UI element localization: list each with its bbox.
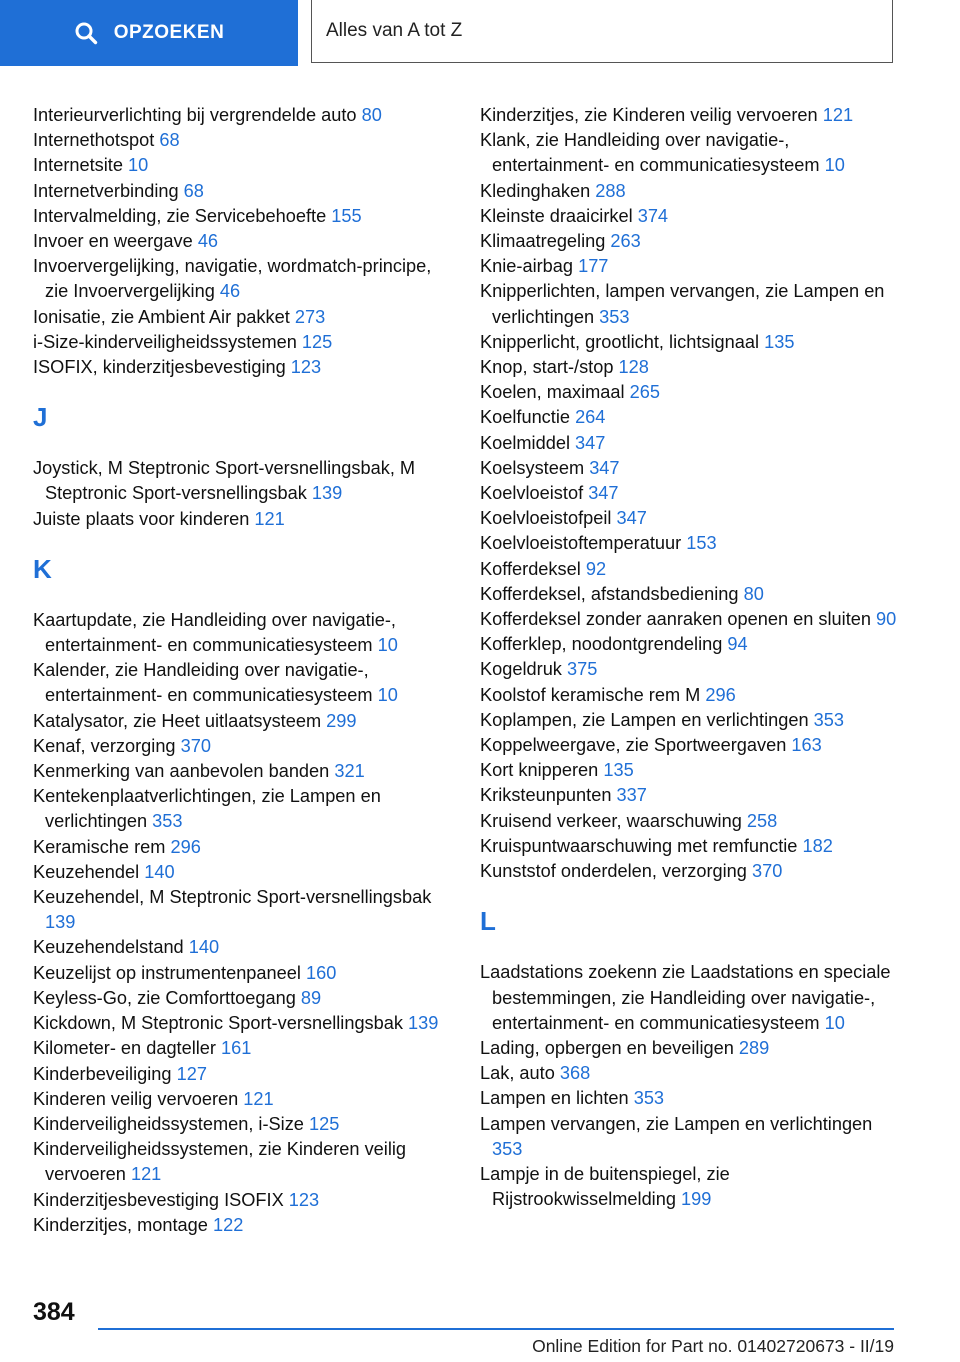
page-header (0, 0, 960, 66)
index-page-link[interactable]: 370 (751, 861, 783, 882)
index-page-link[interactable]: 121 (254, 508, 285, 529)
index-entry (480, 557, 900, 582)
index-entry (480, 330, 900, 355)
index-page-link[interactable]: 347 (616, 508, 647, 529)
index-entry-text: Invoer en weergave (33, 231, 193, 252)
index-page-link[interactable]: 125 (301, 331, 333, 352)
index-entry-text: Kalender, zie Handleiding over navigatie-, entertainment- en communicatiesysteem (33, 660, 373, 706)
index-page-link[interactable]: 128 (618, 357, 649, 378)
index-page-link[interactable]: 288 (595, 180, 626, 201)
index-entry-text: Klank, zie Handleiding over navigatie-, entertainment- en communicatiesysteem (480, 130, 820, 176)
index-entry-text: Koelvloeistof (480, 483, 584, 504)
index-page-link[interactable]: 153 (686, 533, 717, 554)
index-page-link[interactable]: 160 (306, 962, 337, 983)
index-entry (480, 834, 900, 859)
index-entry-text: Kruispuntwaarschuwing met remfunctie (480, 835, 798, 856)
index-entry-text: Interieurverlichting bij vergrendelde auto (33, 105, 357, 125)
index-page-link[interactable]: 10 (824, 155, 845, 176)
search-button[interactable] (0, 0, 298, 66)
index-letter-k: K (33, 553, 52, 584)
index-group-k (33, 608, 451, 1238)
index-page-link[interactable]: 299 (326, 710, 357, 731)
index-entry (33, 961, 451, 986)
index-page-link[interactable]: 347 (588, 483, 619, 504)
index-entry (480, 1061, 900, 1086)
index-entry (480, 456, 900, 481)
index-entry-text: Joystick, M Steptronic Sport-versnellingsbak, M Steptronic Sport-versnellingsbak (33, 458, 416, 504)
index-entry (33, 1112, 451, 1137)
index-page-link[interactable]: 353 (599, 306, 630, 327)
index-entry-text: Kentekenplaatverlichtingen, zie Lampen en verlichtingen (33, 786, 381, 832)
index-entry-text: Knipperlicht, grootlicht, lichtsignaal (480, 331, 760, 352)
index-entry-text: Koelmiddel (480, 432, 570, 453)
index-page-link[interactable]: 135 (603, 760, 634, 781)
index-page-link[interactable]: 374 (637, 205, 669, 226)
index-page-link[interactable]: 122 (212, 1214, 244, 1235)
index-entry-text: Koolstof keramische rem M (480, 684, 701, 705)
index-entry-text: Internetverbinding (33, 180, 179, 201)
index-page-link[interactable]: 80 (743, 583, 764, 604)
index-page-link[interactable]: 161 (221, 1038, 252, 1059)
index-entry (33, 709, 451, 734)
index-entry (480, 531, 900, 556)
index-entry (33, 507, 451, 532)
index-page-link[interactable]: 127 (176, 1063, 207, 1084)
index-page-link[interactable]: 140 (188, 937, 220, 958)
index-page-link[interactable]: 353 (152, 811, 183, 832)
index-entry (33, 204, 451, 229)
index-entry (480, 1086, 900, 1111)
index-entry (480, 279, 900, 329)
index-entry-text: Klimaatregeling (480, 231, 606, 252)
index-entry (480, 960, 900, 1036)
index-entry-text: Kinderveiligheidssystemen, zie Kinderen veilig vervoeren (33, 1139, 407, 1185)
index-page-link[interactable]: 177 (578, 256, 609, 277)
index-page-link[interactable]: 273 (294, 306, 326, 327)
index-page-link[interactable]: 123 (290, 357, 322, 378)
index-entry (33, 935, 451, 960)
index-entry-text: Knipperlichten, lampen vervangen, zie Lampen en verlichtingen (480, 281, 885, 327)
index-entry (33, 860, 451, 885)
index-entry (480, 859, 900, 884)
index-entry-text: Kinderveiligheidssystemen, i-Size (33, 1113, 304, 1134)
index-entry-text: Kinderzitjes, montage (33, 1214, 208, 1235)
index-page-link[interactable]: 139 (311, 483, 343, 504)
index-entry-text: Kilometer- en dagteller (33, 1038, 216, 1059)
index-entry-text: Koelsysteem (480, 457, 585, 478)
index-entry (33, 608, 451, 658)
index-entry-text: Internetsite (33, 155, 123, 176)
index-page-link[interactable]: 263 (610, 231, 641, 252)
section-title: Alles van A tot Z (311, 0, 893, 63)
index-letter-l: L (480, 906, 496, 937)
index-entry-text: Kunststof onderdelen, verzorging (480, 861, 747, 882)
index-page-link[interactable]: 121 (822, 105, 854, 125)
index-entry (33, 835, 451, 860)
index-entry (33, 986, 451, 1011)
index-entry-text: Kinderzitjesbevestiging ISOFIX (33, 1189, 284, 1210)
index-letter-j: J (33, 402, 48, 433)
page-number: 384 (33, 1298, 75, 1326)
index-entry-text: Knop, start-/stop (480, 357, 614, 378)
index-page-link[interactable]: 46 (197, 231, 219, 252)
index-page-link[interactable]: 296 (170, 836, 201, 857)
index-entry-text: Knie-airbag (480, 256, 574, 277)
index-entry (480, 708, 900, 733)
index-entry (33, 658, 451, 708)
index-entry-text: Kofferdeksel, afstandsbediening (480, 583, 739, 604)
index-page-link[interactable]: 139 (408, 1013, 439, 1034)
index-page-link[interactable]: 68 (183, 180, 204, 201)
index-page-link[interactable]: 199 (681, 1189, 712, 1210)
index-entry (480, 582, 900, 607)
index-entry (33, 734, 451, 759)
index-page-link[interactable]: 182 (802, 835, 833, 856)
index-page-link[interactable]: 289 (738, 1037, 770, 1058)
index-entry (480, 355, 900, 380)
index-entry (33, 1213, 451, 1238)
index-entry (480, 1112, 900, 1162)
index-entry-text: Koelvloeistofpeil (480, 508, 612, 529)
index-entry (480, 758, 900, 783)
index-entry-text: Kort knipperen (480, 760, 599, 781)
index-entry (480, 254, 900, 279)
index-entry-text: Koelfunctie (480, 407, 570, 428)
index-entry-text: Kickdown, M Steptronic Sport-versnellingsbak (33, 1013, 403, 1034)
index-entry (33, 1188, 451, 1213)
index-entry-text: Kofferdeksel zonder aanraken openen en sluiten (480, 609, 871, 630)
index-entry (480, 657, 900, 682)
index-column-left (33, 103, 451, 1238)
index-group-i (33, 103, 451, 380)
index-group-j (33, 456, 451, 532)
index-entry-text: Kogeldruk (480, 659, 562, 680)
index-entry (480, 733, 900, 758)
index-page-link[interactable]: 347 (589, 457, 620, 478)
index-entry (33, 229, 451, 254)
index-entry (480, 481, 900, 506)
index-entry (33, 1137, 451, 1187)
index-entry (480, 1036, 900, 1061)
index-entry-text: Kenaf, verzorging (33, 735, 176, 756)
index-entry (33, 1036, 451, 1061)
index-entry-text: Kenmerking van aanbevolen banden (33, 761, 330, 782)
index-entry (480, 683, 900, 708)
index-page-link[interactable]: 10 (377, 635, 398, 656)
index-page-link[interactable]: 265 (629, 382, 660, 403)
index-page-link[interactable]: 368 (559, 1063, 591, 1084)
index-entry (480, 809, 900, 834)
index-entry-text: Juiste plaats voor kinderen (33, 508, 250, 529)
index-entry-text: Lak, auto (480, 1063, 555, 1084)
index-entry-text: Keuzehendel, M Steptronic Sport-versnellingsbak (33, 887, 432, 908)
index-page-link[interactable]: 68 (159, 130, 180, 151)
index-entry-text: Ionisatie, zie Ambient Air pakket (33, 306, 290, 327)
index-entry (33, 784, 451, 834)
index-entry (33, 254, 451, 304)
index-page-link[interactable]: 125 (308, 1113, 340, 1134)
footer-divider (98, 1328, 894, 1330)
index-page-link[interactable]: 94 (727, 634, 748, 655)
search-icon (74, 21, 98, 45)
index-entry-text: Lampen vervangen, zie Lampen en verlichtingen (480, 1113, 873, 1134)
index-group-l (480, 960, 900, 1212)
index-entry (480, 103, 900, 128)
index-entry (33, 759, 451, 784)
index-entry (33, 153, 451, 178)
index-entry-text: Kinderbeveiliging (33, 1063, 172, 1084)
edition-info: Online Edition for Part no. 01402720673 - II/19 (532, 1336, 894, 1356)
index-page-link[interactable]: 80 (361, 105, 382, 125)
index-page-link[interactable]: 90 (876, 609, 897, 630)
index-page-link[interactable]: 353 (813, 709, 845, 730)
index-page-link[interactable]: 337 (616, 785, 647, 806)
index-page-link[interactable]: 89 (300, 987, 322, 1008)
index-entry-text: Lampen en lichten (480, 1088, 629, 1109)
index-entry-text: Kinderen veilig vervoeren (33, 1088, 239, 1109)
index-entry-text: Keyless-Go, zie Comforttoegang (33, 987, 296, 1008)
index-entry (480, 506, 900, 531)
index-entry (33, 1011, 451, 1036)
index-entry (480, 405, 900, 430)
index-group-k-continued (480, 103, 900, 884)
index-page-link[interactable]: 353 (492, 1138, 523, 1159)
index-entry (33, 179, 451, 204)
index-entry (480, 229, 900, 254)
index-entry (33, 1062, 451, 1087)
index-entry-text: i-Size-kinderveiligheidssystemen (33, 331, 297, 352)
index-page-link[interactable]: 92 (585, 558, 607, 579)
index-entry-text: Invoervergelijking, navigatie, wordmatch-principe, zie Invoervergelijking (33, 256, 432, 302)
index-entry-text: Kofferklep, noodontgrendeling (480, 634, 723, 655)
index-entry-text: Keramische rem (33, 836, 166, 857)
index-page-link[interactable]: 353 (633, 1088, 665, 1109)
index-entry (480, 607, 900, 632)
index-page-link[interactable]: 370 (180, 735, 211, 756)
index-entry (480, 179, 900, 204)
index-entry-text: Kaartupdate, zie Handleiding over navigatie-, entertainment- en communicatiesysteem (33, 609, 396, 656)
index-entry-text: Lampje in de buitenspiegel, zie Rijstrookwisselmelding (480, 1163, 730, 1210)
index-entry-text: Kruisend verkeer, waarschuwing (480, 810, 742, 831)
index-page-link[interactable]: 321 (334, 761, 365, 782)
index-entry (480, 204, 900, 229)
index-entry-text: Koplampen, zie Lampen en verlichtingen (480, 709, 809, 730)
index-page-link[interactable]: 375 (566, 659, 598, 680)
index-page-link[interactable]: 140 (144, 861, 175, 882)
index-entry (33, 103, 451, 128)
index-entry-text: Kriksteunpunten (480, 785, 612, 806)
index-entry (480, 431, 900, 456)
index-entry (33, 1087, 451, 1112)
search-button-label: OPZOEKEN (113, 22, 225, 43)
index-entry-text: Koelen, maximaal (480, 382, 625, 403)
index-entry (33, 456, 451, 506)
index-entry-text: Kinderzitjes, zie Kinderen veilig vervoeren (480, 105, 818, 125)
index-entry-text: Intervalmelding, zie Servicebehoefte (33, 205, 327, 226)
index-page-link[interactable]: 10 (128, 155, 149, 176)
index-entry-text: Katalysator, zie Heet uitlaatsysteem (33, 710, 322, 731)
index-entry (480, 1162, 900, 1212)
index-entry (33, 885, 451, 935)
index-entry-text: Kleinste draaicirkel (480, 205, 633, 226)
index-page-link[interactable]: 264 (575, 407, 606, 428)
index-page-link[interactable]: 163 (791, 735, 822, 756)
index-entry (480, 632, 900, 657)
index-entry-text: Kledinghaken (480, 180, 591, 201)
index-entry (33, 305, 451, 330)
index-page-link[interactable]: 121 (243, 1088, 274, 1109)
index-page-link[interactable]: 347 (575, 432, 606, 453)
index-entry (33, 128, 451, 153)
index-page-link[interactable]: 123 (288, 1189, 320, 1210)
index-entry-text: Internethotspot (33, 130, 155, 151)
index-page-link[interactable]: 46 (219, 281, 241, 302)
index-entry-text: Koelvloeistoftemperatuur (480, 533, 682, 554)
index-page-link[interactable]: 139 (45, 912, 76, 933)
index-column-right (480, 103, 900, 1212)
index-page-link[interactable]: 10 (824, 1012, 845, 1033)
index-page-link[interactable]: 155 (331, 205, 362, 226)
index-entry-text: Koppelweergave, zie Sportweergaven (480, 735, 787, 756)
index-entry-text: ISOFIX, kinderzitjesbevestiging (33, 357, 286, 378)
index-page-link[interactable]: 258 (746, 810, 778, 831)
index-entry (33, 330, 451, 355)
index-entry-text: Kofferdeksel (480, 558, 581, 579)
index-entry-text: Keuzehendel (33, 861, 140, 882)
index-entry (480, 128, 900, 178)
index-entry-text: Keuzehendelstand (33, 937, 184, 958)
index-entry (480, 783, 900, 808)
index-page-link[interactable]: 296 (705, 684, 736, 705)
index-entry-text: Lading, opbergen en beveiligen (480, 1037, 734, 1058)
index-page-link[interactable]: 121 (130, 1164, 162, 1185)
index-page-link[interactable]: 10 (377, 685, 398, 706)
index-entry-text: Laadstations zoekenn zie Laadstations en speciale bestemmingen, zie Handleiding over navigatie-, entertainment- en communicatiesysteem (480, 962, 891, 1033)
index-entry (480, 380, 900, 405)
index-page-link[interactable]: 135 (764, 331, 795, 352)
index-entry-text: Keuzelijst op instrumentenpaneel (33, 962, 301, 983)
index-entry (33, 355, 451, 380)
